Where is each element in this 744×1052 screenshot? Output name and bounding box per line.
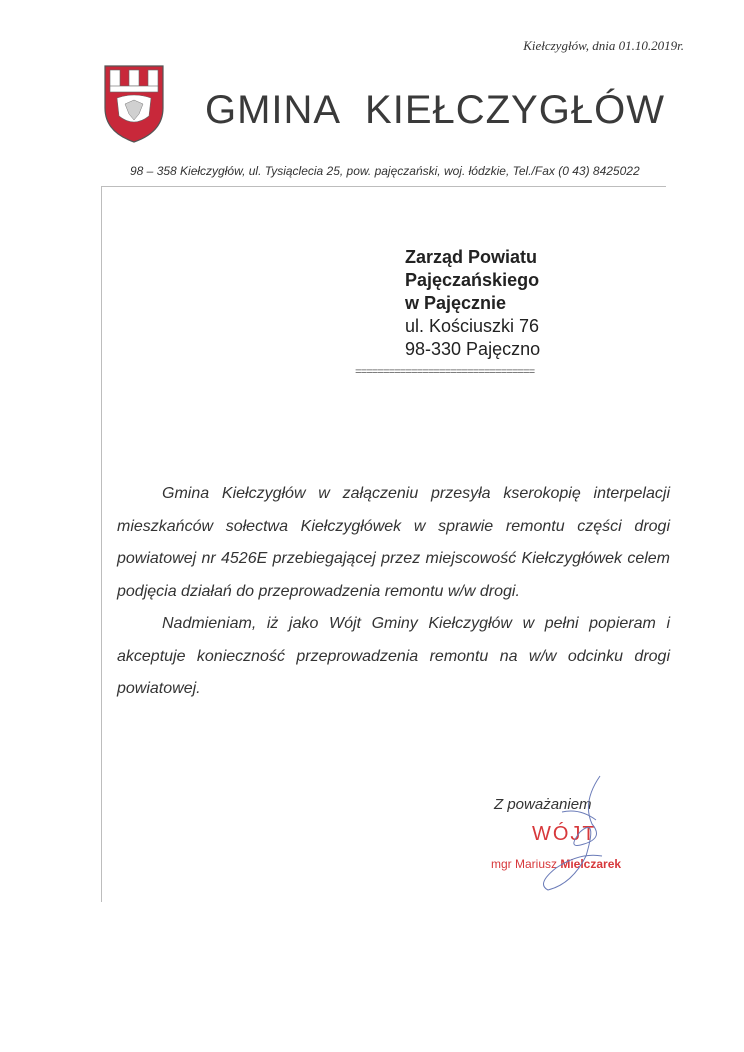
- recipient-postal-city: 98-330 Pajęczno: [405, 339, 541, 359]
- body-paragraph-2: Nadmieniam, iż jako Wójt Gminy Kiełczygłów w pełni popieram i akceptuje konieczność przeprowadzenia remontu na w/w odcinku drogi powiatowej.: [117, 615, 670, 697]
- document-date: Kiełczygłów, dnia 01.10.2019r.: [523, 38, 684, 53]
- stamp-name-prefix: mgr Mariusz: [491, 857, 561, 871]
- recipient-line-1: Zarząd Powiatu: [405, 247, 538, 267]
- handwritten-signature-icon: [522, 772, 632, 897]
- municipality-title: GMINA KIEŁCZYGŁÓW: [205, 88, 665, 132]
- recipient-line-2: Pajęczańskiego: [405, 270, 540, 290]
- recipient-line-3: w Pajęcznie: [405, 293, 507, 313]
- letterhead-horizontal-rule: [101, 186, 666, 187]
- letter-body: [117, 478, 670, 706]
- stamp-surname: Mielczarek: [560, 857, 622, 871]
- letterhead-vertical-rule: [101, 186, 102, 902]
- stamp-title: WÓJT: [532, 823, 597, 845]
- closing-phrase: Z poważaniem: [494, 796, 592, 813]
- municipality-address: 98 – 358 Kiełczygłów, ul. Tysiąclecia 25, pow. pajęczański, woj. łódzkie, Tel./Fax (0 43) 8425022: [130, 164, 640, 178]
- body-paragraph-1: Gmina Kiełczygłów w załączeniu przesyła kserokopię interpelacji mieszkańców sołectwa Kiełczygłówek w sprawie remontu części drogi powiatowej nr 4526E przebiegającej przez miejscowość Kiełczygłówek celem podjęcia działań do przeprowadzenia remontu w/w drogi.: [117, 485, 670, 600]
- coat-of-arms-icon: [103, 64, 165, 144]
- recipient-street: ul. Kościuszki 76: [405, 316, 540, 336]
- recipient-separator: ================================: [355, 367, 535, 379]
- recipient-block: [405, 246, 540, 361]
